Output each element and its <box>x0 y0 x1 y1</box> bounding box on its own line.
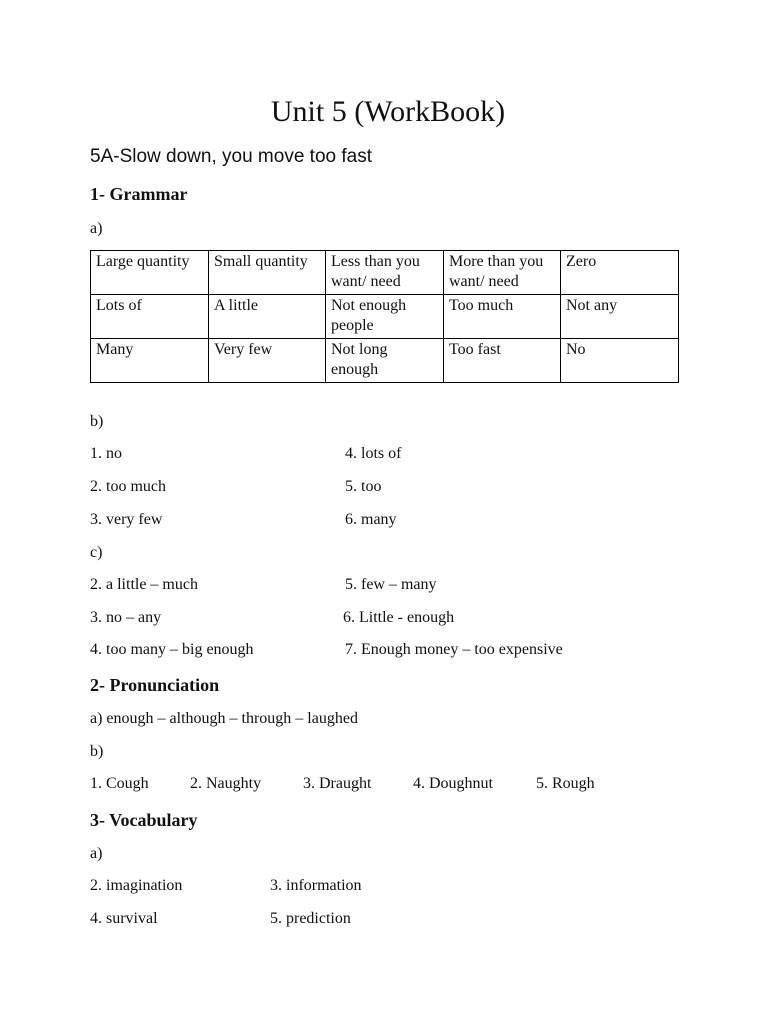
answer-item: 5. Rough <box>536 775 595 792</box>
answer-item: 4. Doughnut <box>413 775 493 792</box>
pronunciation-b-label: b) <box>90 743 104 760</box>
table-cell: Too fast <box>444 339 561 383</box>
answer-item: 3. no – any <box>90 609 162 626</box>
answer-item: 7. Enough money – too expensive <box>345 641 563 658</box>
pronunciation-a-text: a) enough – although – through – laughed <box>90 710 358 727</box>
table-cell: Lots of <box>91 295 209 339</box>
grammar-b-label: b) <box>90 413 104 430</box>
grammar-a-label: a) <box>90 220 103 237</box>
answer-item: 1. no <box>90 445 122 462</box>
table-cell: Less than you want/ need <box>326 251 444 295</box>
answer-item: 3. information <box>270 877 362 894</box>
answer-item: 2. Naughty <box>190 775 262 792</box>
answer-item: 6. Little - enough <box>343 609 455 626</box>
vocabulary-heading: 3- Vocabulary <box>90 810 198 830</box>
grammar-heading: 1- Grammar <box>90 184 188 204</box>
grammar-c-label: c) <box>90 544 103 561</box>
table-cell: No <box>561 339 679 383</box>
answer-item: 5. prediction <box>270 910 351 927</box>
answer-item: 4. too many – big enough <box>90 641 254 658</box>
answer-item: 3. very few <box>90 511 163 528</box>
table-cell: Not long enough <box>326 339 444 383</box>
answer-item: 5. too <box>345 478 382 495</box>
answer-item: 4. lots of <box>345 445 402 462</box>
answer-item: 5. few – many <box>345 576 437 593</box>
table-row <box>91 251 679 295</box>
table-cell: Small quantity <box>209 251 326 295</box>
answer-item: 1. Cough <box>90 775 149 792</box>
answer-item: 2. a little – much <box>90 576 198 593</box>
table-row <box>91 295 679 339</box>
table-cell: Very few <box>209 339 326 383</box>
table-cell: Large quantity <box>91 251 209 295</box>
pronunciation-heading: 2- Pronunciation <box>90 675 220 695</box>
table-row <box>91 339 679 383</box>
answer-item: 6. many <box>345 511 397 528</box>
table-cell: More than you want/ need <box>444 251 561 295</box>
table-cell: A little <box>209 295 326 339</box>
page-title: Unit 5 (WorkBook) <box>270 95 506 128</box>
table-cell: Zero <box>561 251 679 295</box>
answer-item: 2. too much <box>90 478 166 495</box>
answer-item: 4. survival <box>90 910 158 927</box>
quantity-table <box>90 250 679 383</box>
table-cell: Not any <box>561 295 679 339</box>
section-subtitle: 5A-Slow down, you move too fast <box>90 146 372 167</box>
answer-item: 2. imagination <box>90 877 183 894</box>
vocabulary-a-label: a) <box>90 845 103 862</box>
table-cell: Many <box>91 339 209 383</box>
table-cell: Not enough people <box>326 295 444 339</box>
table-cell: Too much <box>444 295 561 339</box>
answer-item: 3. Draught <box>303 775 372 792</box>
